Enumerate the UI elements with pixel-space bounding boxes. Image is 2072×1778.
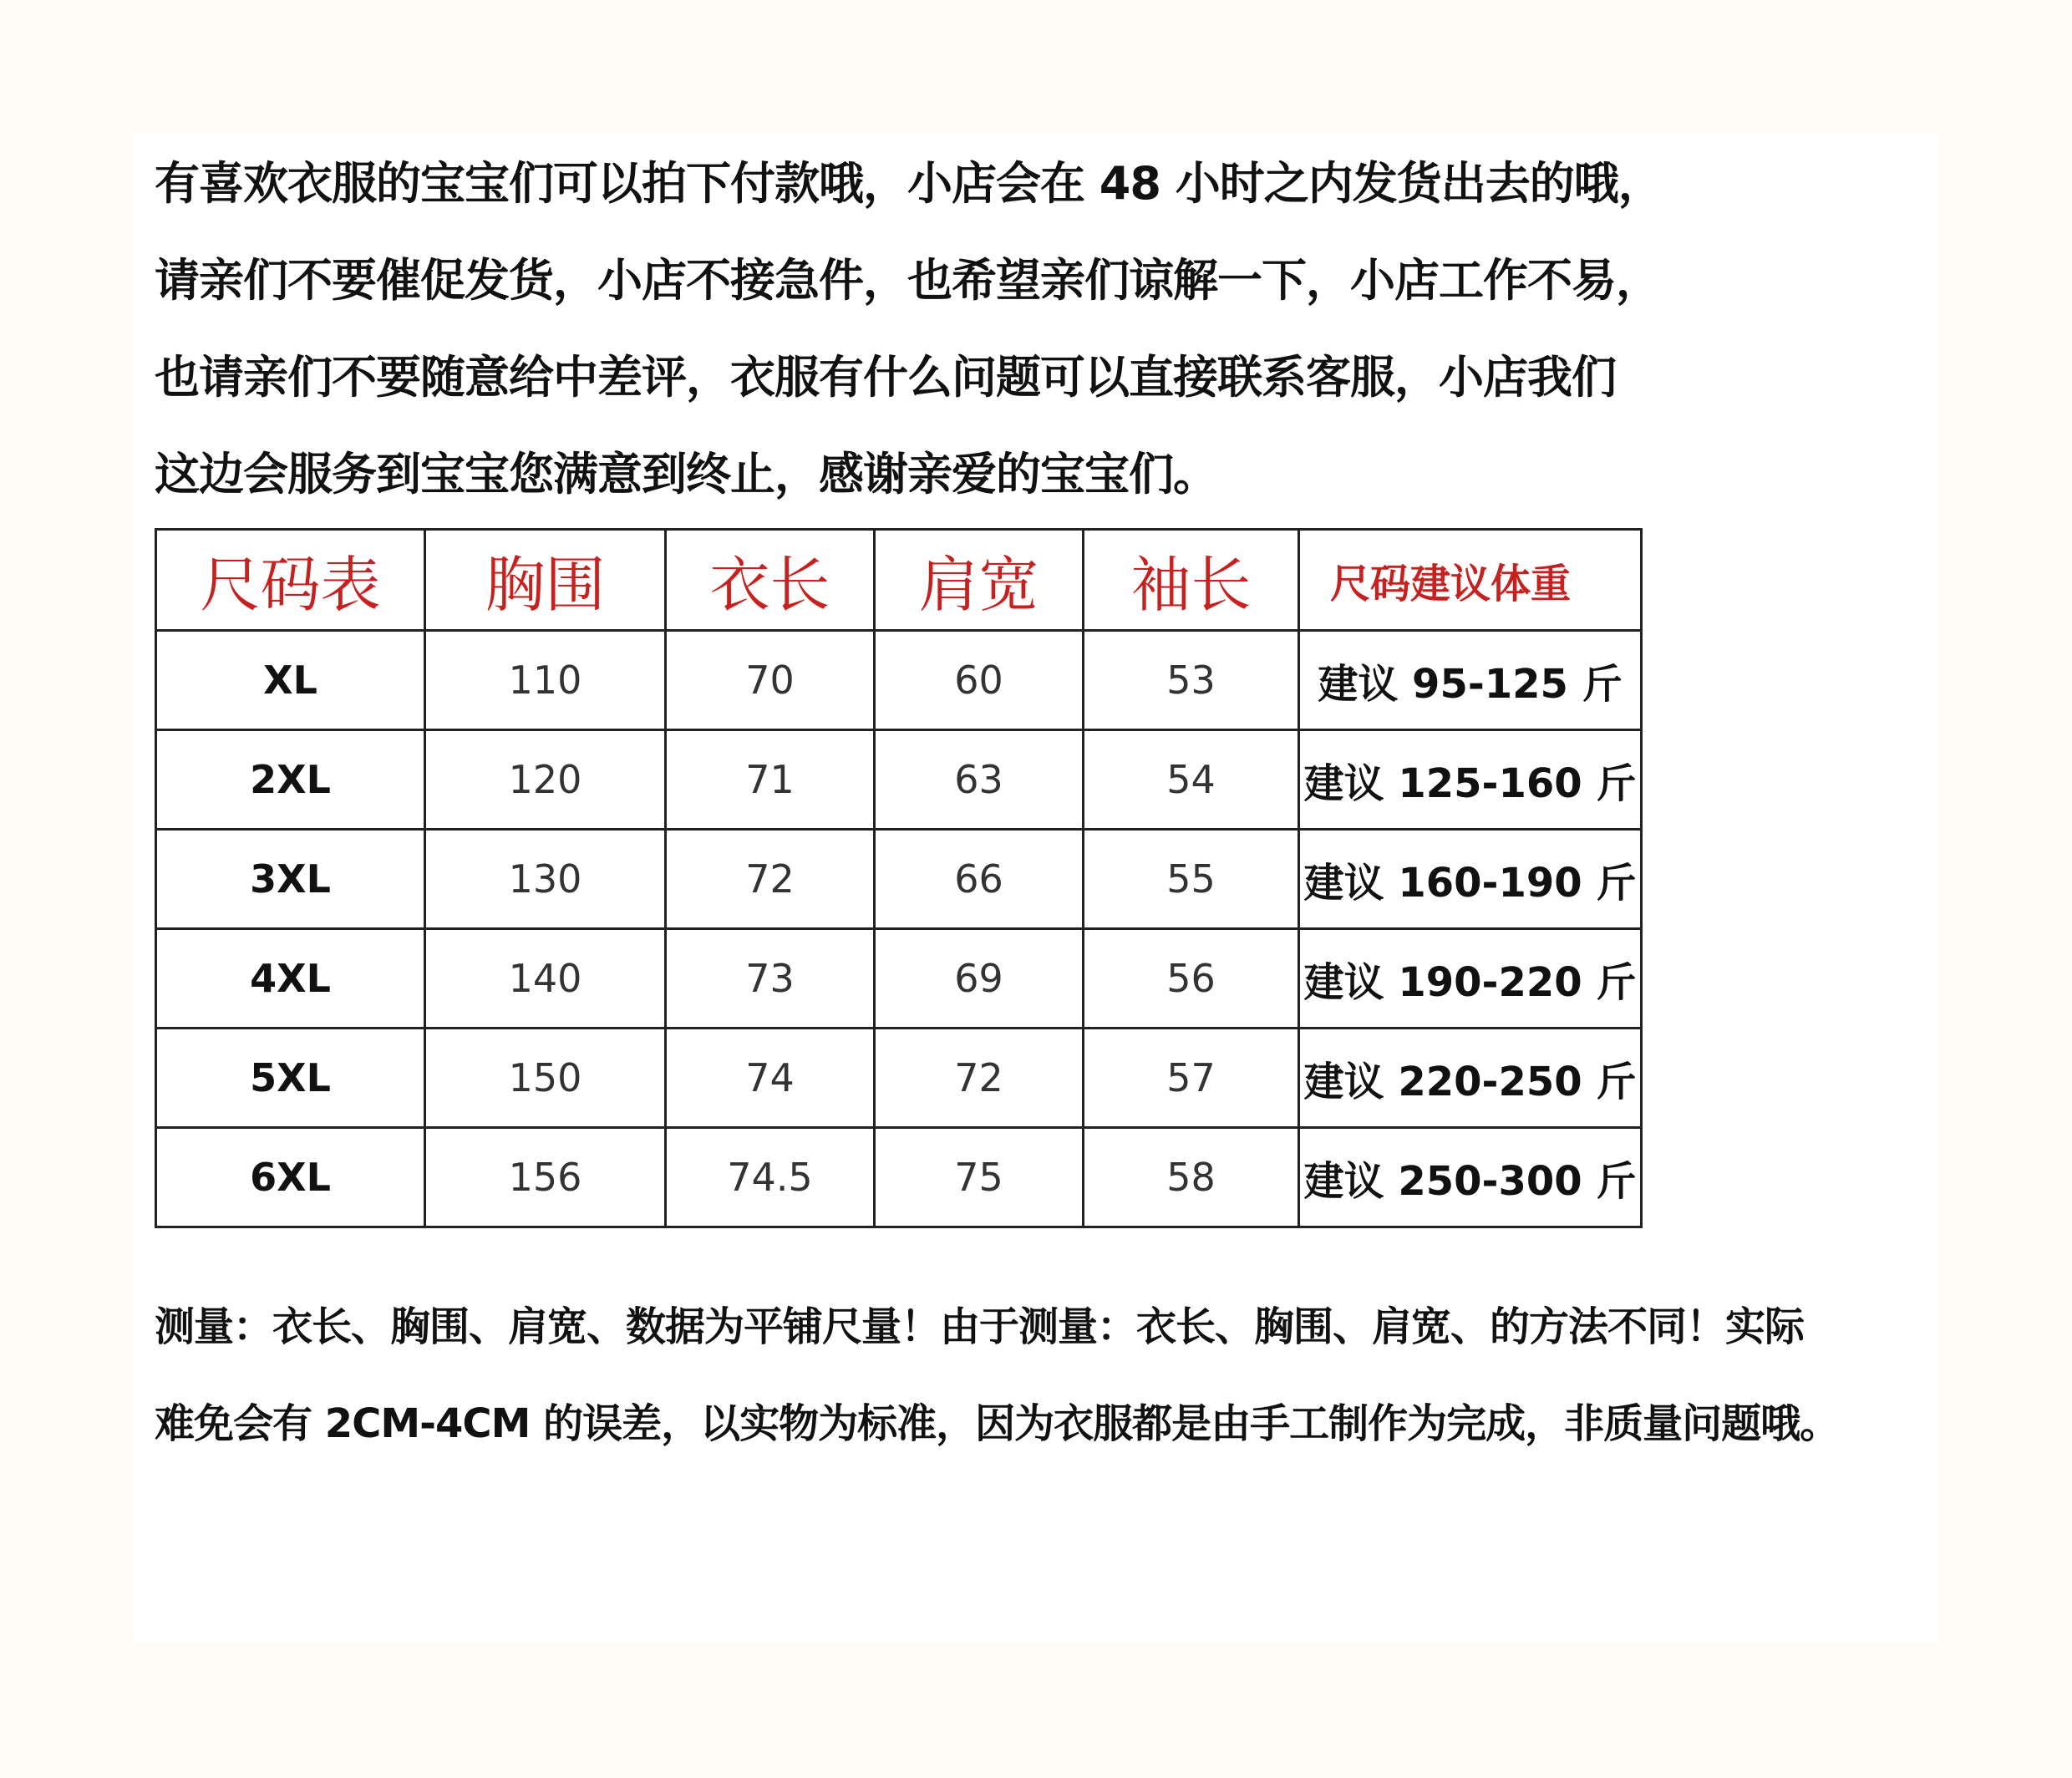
table-row	[156, 1029, 1642, 1128]
table-row	[156, 1128, 1642, 1227]
cell-size: XL	[156, 631, 425, 730]
cell-length: 74	[666, 1029, 875, 1128]
header-shoulder: 肩宽	[875, 530, 1084, 631]
cell-shoulder: 75	[875, 1128, 1084, 1227]
cell-length: 74.5	[666, 1128, 875, 1227]
cell-weight: 建议 125-160 斤	[1299, 730, 1642, 830]
cell-size: 5XL	[156, 1029, 425, 1128]
cell-weight: 建议 160-190 斤	[1299, 830, 1642, 929]
notice-line: 请亲们不要催促发货，小店不接急件，也希望亲们谅解一下，小店工作不易，	[155, 254, 1660, 307]
cell-shoulder: 60	[875, 631, 1084, 730]
cell-chest: 110	[425, 631, 666, 730]
header-chest: 胸围	[425, 530, 666, 631]
cell-length: 72	[666, 830, 875, 929]
table-header-row	[156, 530, 1642, 631]
cell-shoulder: 72	[875, 1029, 1084, 1128]
table-row	[156, 929, 1642, 1029]
cell-size: 2XL	[156, 730, 425, 830]
header-size: 尺码表	[156, 530, 425, 631]
cell-sleeve: 57	[1084, 1029, 1299, 1128]
cell-size: 6XL	[156, 1128, 425, 1227]
notice-line: 这边会服务到宝宝您满意到终止，感谢亲爱的宝宝们。	[155, 448, 1217, 500]
cell-chest: 156	[425, 1128, 666, 1227]
size-chart-table	[155, 528, 1643, 1228]
cell-sleeve: 55	[1084, 830, 1299, 929]
cell-shoulder: 66	[875, 830, 1084, 929]
cell-sleeve: 56	[1084, 929, 1299, 1029]
cell-chest: 140	[425, 929, 666, 1029]
cell-shoulder: 69	[875, 929, 1084, 1029]
header-weight: 尺码建议体重	[1299, 530, 1642, 631]
note-line: 测量：衣长、胸围、肩宽、数据为平铺尺量！由于测量：衣长、胸围、肩宽、的方法不同！实际	[155, 1303, 1805, 1350]
cell-size: 3XL	[156, 830, 425, 929]
cell-sleeve: 58	[1084, 1128, 1299, 1227]
cell-sleeve: 54	[1084, 730, 1299, 830]
table-row	[156, 830, 1642, 929]
notice-line: 有喜欢衣服的宝宝们可以拍下付款哦，小店会在 48 小时之内发货出去的哦，	[155, 157, 1663, 210]
cell-shoulder: 63	[875, 730, 1084, 830]
cell-chest: 120	[425, 730, 666, 830]
table-row	[156, 730, 1642, 830]
header-sleeve: 袖长	[1084, 530, 1299, 631]
note-line: 难免会有 2CM-4CM 的误差，以实物为标准，因为衣服都是由手工制作为完成，非质量问题哦。	[155, 1400, 1840, 1447]
cell-weight: 建议 220-250 斤	[1299, 1029, 1642, 1128]
cell-length: 73	[666, 929, 875, 1029]
table-row	[156, 631, 1642, 730]
measurement-note	[155, 1278, 1951, 1472]
cell-weight: 建议 250-300 斤	[1299, 1128, 1642, 1227]
cell-sleeve: 53	[1084, 631, 1299, 730]
cell-size: 4XL	[156, 929, 425, 1029]
shop-notice	[155, 135, 1909, 523]
cell-weight: 建议 95-125 斤	[1299, 631, 1642, 730]
cell-length: 70	[666, 631, 875, 730]
cell-chest: 150	[425, 1029, 666, 1128]
cell-chest: 130	[425, 830, 666, 929]
cell-length: 71	[666, 730, 875, 830]
notice-line: 也请亲们不要随意给中差评，衣服有什么问题可以直接联系客服，小店我们	[155, 351, 1616, 404]
header-length: 衣长	[666, 530, 875, 631]
cell-weight: 建议 190-220 斤	[1299, 929, 1642, 1029]
